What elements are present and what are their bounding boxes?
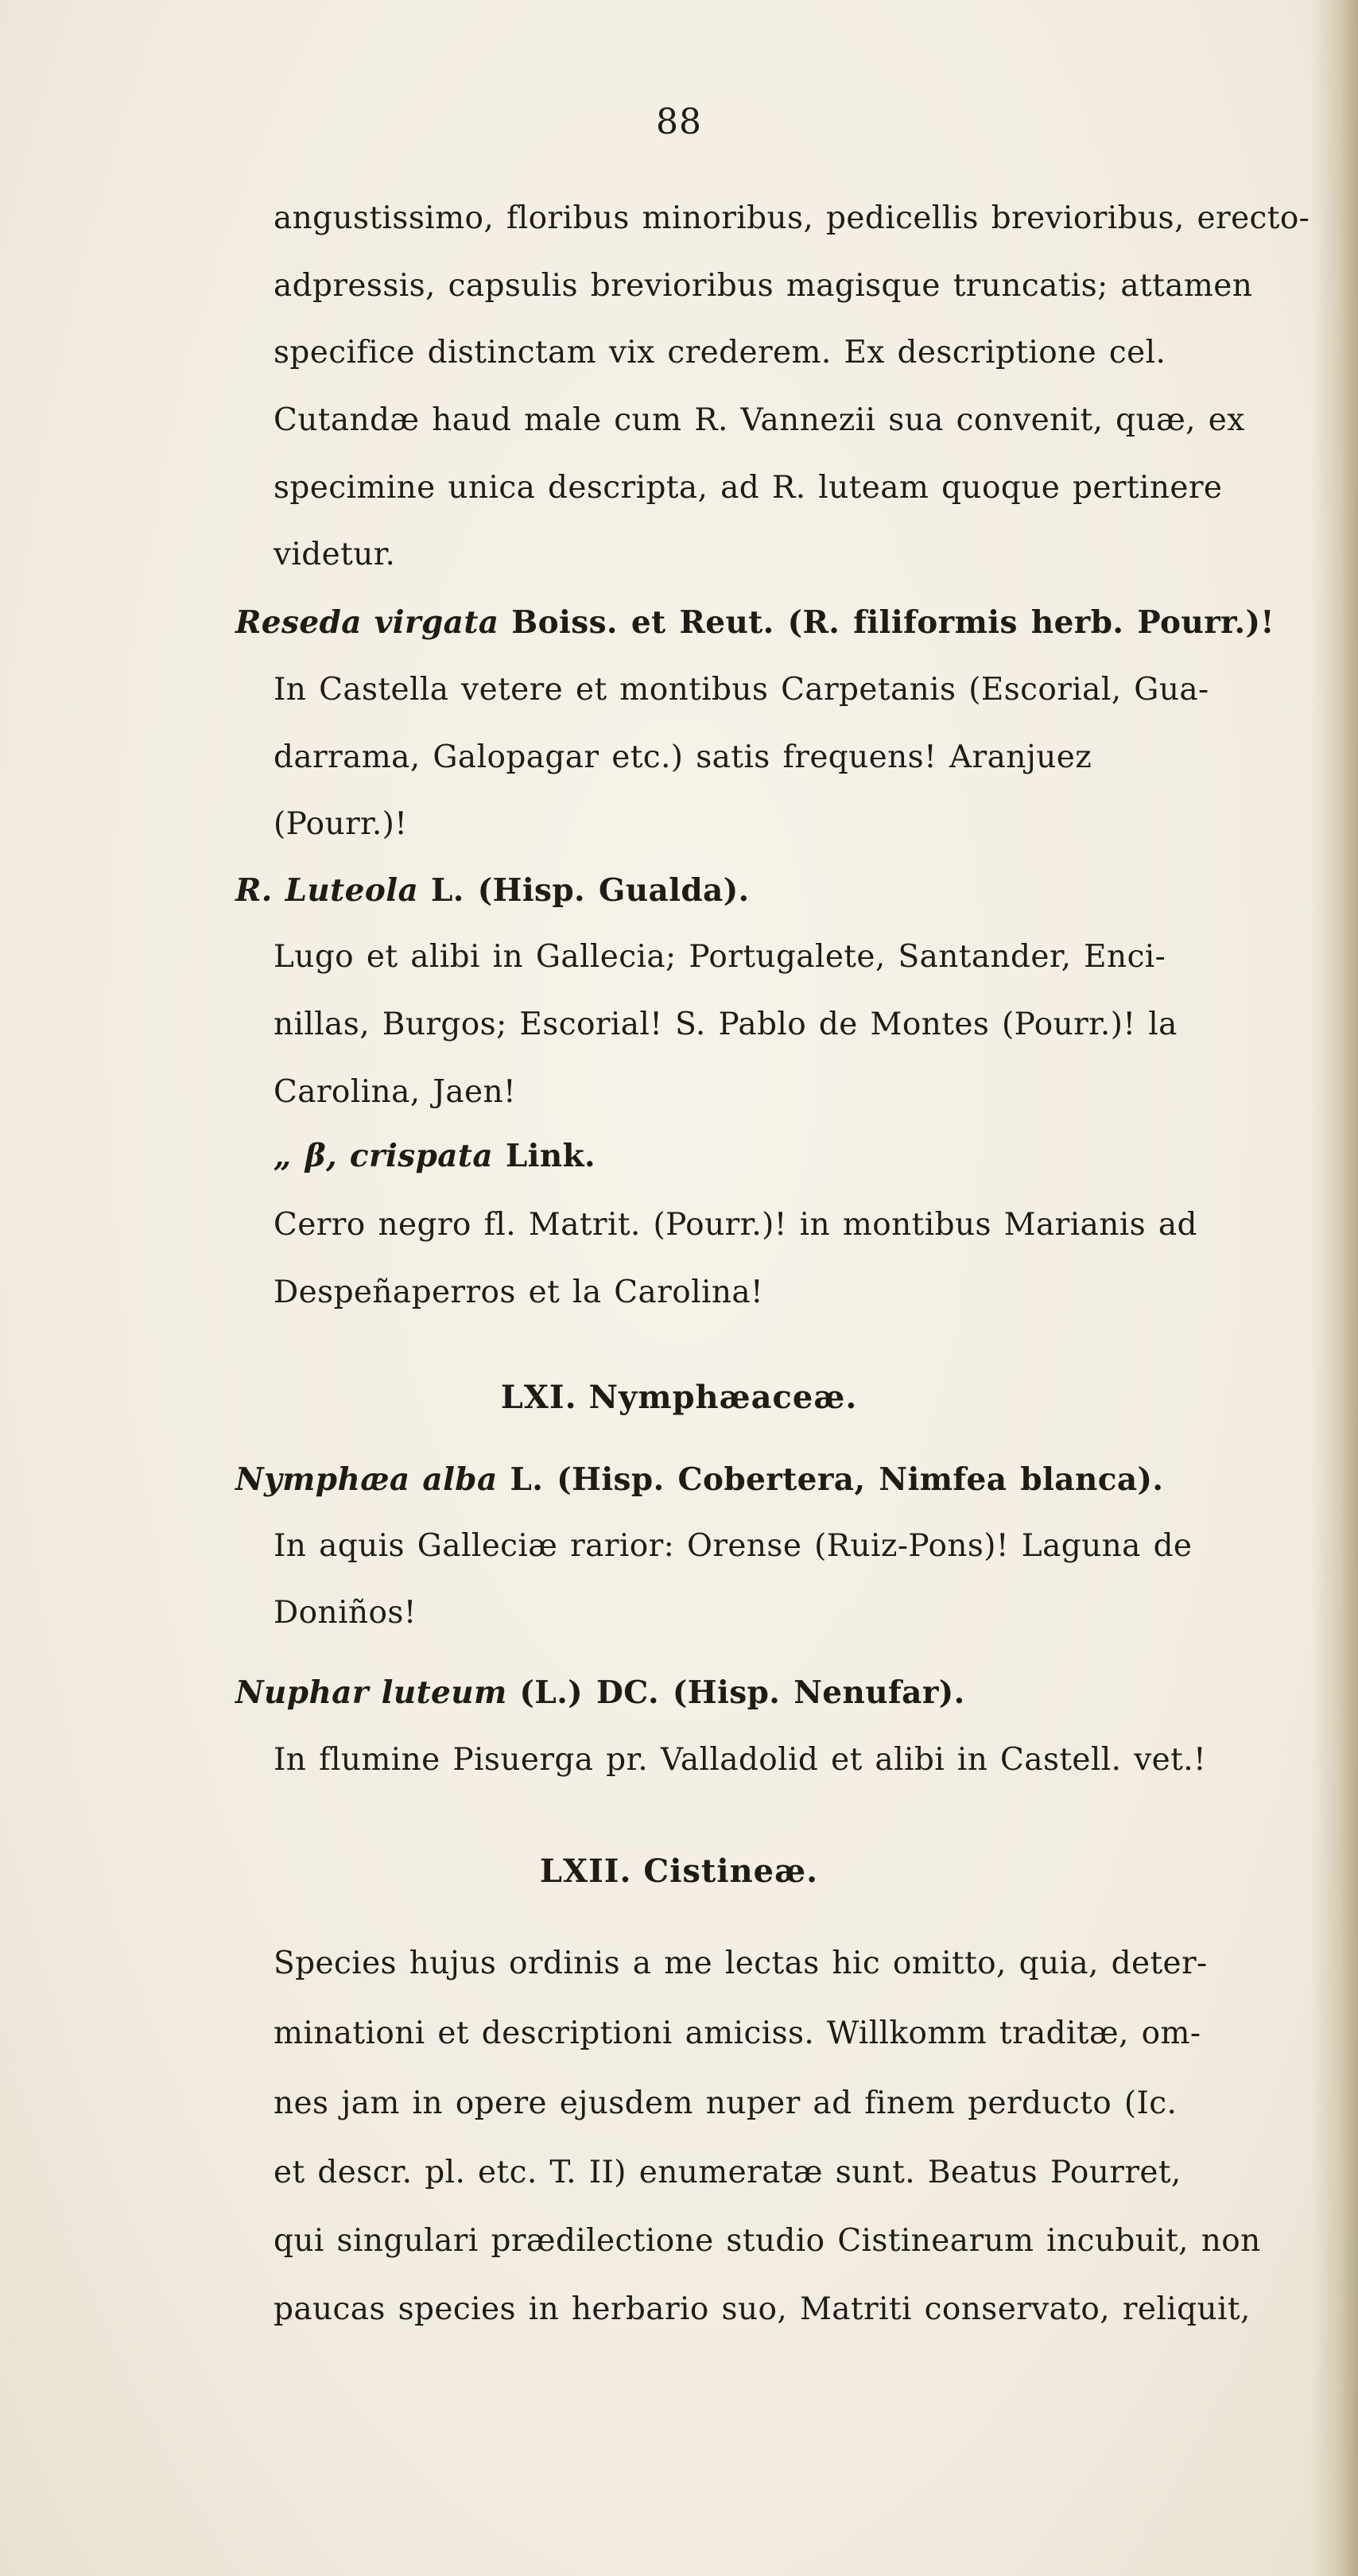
entry-line: In aquis Galleciæ rarior: Orense (Ruiz-Pons)! Laguna de xyxy=(274,1528,1193,1564)
page-number: 88 xyxy=(656,102,702,142)
page-edge-shadow xyxy=(1310,0,1358,2576)
entry-line: Lugo et alibi in Gallecia; Portugalete, Santander, Enci- xyxy=(274,939,1166,975)
authority: L. (Hisp. Gualda). xyxy=(430,872,750,909)
intro-line: angustissimo, floribus minoribus, pedicellis brevioribus, erecto- xyxy=(274,200,1310,236)
intro-line: specifice distinctam vix crederem. Ex descriptione cel. xyxy=(274,335,1166,370)
authority: L. (Hisp. Cobertera, Nimfea blanca). xyxy=(510,1461,1164,1498)
authority: Boiss. et Reut. (R. filiformis herb. Pourr.)! xyxy=(511,604,1275,641)
entry-line: In Castella vetere et montibus Carpetanis (Escorial, Gua- xyxy=(274,672,1209,708)
variety-marker: „ β, xyxy=(274,1138,338,1174)
paragraph-line: paucas species in herbario suo, Matriti conservato, reliquit, xyxy=(274,2291,1251,2327)
paragraph-line: qui singulari prædilectione studio Cistinearum incubuit, non xyxy=(274,2223,1261,2259)
entry-line: Cerro negro fl. Matrit. (Pourr.)! in montibus Marianis ad xyxy=(274,1207,1197,1243)
paragraph-line: et descr. pl. etc. T. II) enumeratæ sunt. Beatus Pourret, xyxy=(274,2155,1181,2190)
species-name: virgata xyxy=(374,604,499,641)
intro-line: adpressis, capsulis brevioribus magisque truncatis; attamen xyxy=(274,268,1253,304)
species-name: luteum xyxy=(381,1674,507,1711)
entry-title xyxy=(235,1461,1163,1498)
entry-line: (Pourr.)! xyxy=(274,806,408,842)
paragraph-line: nes jam in opere ejusdem nuper ad finem perducto (Ic. xyxy=(274,2085,1178,2121)
entry-line: darrama, Galopagar etc.) satis frequens! Aranjuez xyxy=(274,739,1092,775)
section-heading-lxi xyxy=(0,1379,1358,1416)
genus-name: Nymphæa xyxy=(235,1461,410,1498)
section-numeral: LXI. xyxy=(500,1379,577,1416)
section-heading-lxii xyxy=(0,1852,1358,1890)
intro-line: specimine unica descripta, ad R. luteam quoque pertinere xyxy=(274,470,1223,506)
section-name: Nymphæaceæ. xyxy=(588,1379,858,1416)
entry-title xyxy=(235,1674,965,1711)
genus-name: R. xyxy=(235,872,273,909)
entry-line: Doniños! xyxy=(274,1595,417,1631)
genus-name: Nuphar xyxy=(235,1674,369,1711)
authority: (L.) DC. (Hisp. Nenufar). xyxy=(519,1674,965,1711)
section-name: Cistineæ. xyxy=(643,1852,819,1890)
section-numeral: LXII. xyxy=(539,1852,632,1890)
entry-line: Despeñaperros et la Carolina! xyxy=(274,1274,764,1310)
entry-line: Carolina, Jaen! xyxy=(274,1074,517,1110)
intro-line: videtur. xyxy=(274,537,396,572)
intro-line: Cutandæ haud male cum R. Vannezii sua convenit, quæ, ex xyxy=(274,402,1245,438)
entry-title xyxy=(235,604,1275,641)
species-name: crispata xyxy=(349,1138,493,1174)
entry-title xyxy=(274,1138,596,1174)
paragraph-line: minationi et descriptioni amiciss. Willkomm traditæ, om- xyxy=(274,2015,1201,2051)
authority: Link. xyxy=(505,1138,596,1174)
species-name: alba xyxy=(422,1461,498,1498)
entry-title xyxy=(235,872,750,909)
genus-name: Reseda xyxy=(235,604,362,641)
entry-line: In flumine Pisuerga pr. Valladolid et alibi in Castell. vet.! xyxy=(274,1742,1207,1778)
entry-line: nillas, Burgos; Escorial! S. Pablo de Montes (Pourr.)! la xyxy=(274,1007,1178,1042)
species-name: Luteola xyxy=(285,872,419,909)
paragraph-line: Species hujus ordinis a me lectas hic omitto, quia, deter- xyxy=(274,1946,1208,1981)
